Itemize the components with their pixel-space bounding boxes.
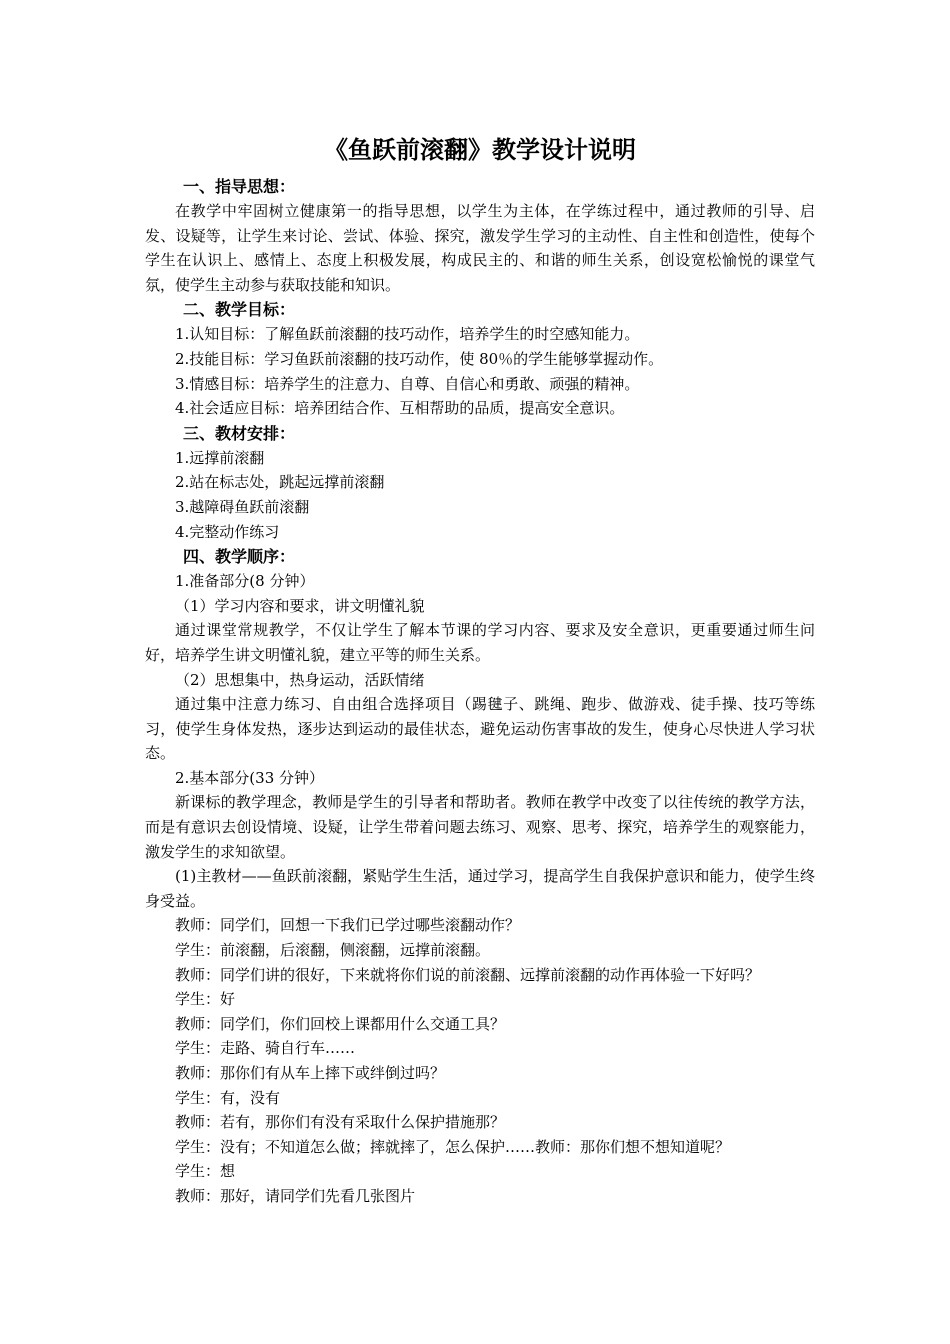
paragraph-basic: 新课标的教学理念，教师是学生的引导者和帮助者。教师在教学中改变了以往传统的教学方法，而是有意识去创设情境、设疑，让学生带着问题去练习、观察、思考、探究，培养学生的观察能力，激发学生的求知欲望。 [145,793,815,861]
dialogue-line: 教师：同学们讲的很好，下来就将你们说的前滚翻、远撑前滚翻的动作再体验一下好吗？ [175,965,761,984]
subsection-title-preparation: 1.准备部分(8 分钟） [175,572,315,591]
document-title: 《鱼跃前滚翻》教学设计说明 [324,136,636,164]
section-heading-material-arrangement: 三、教材安排： [183,423,296,443]
document-body [145,130,815,1209]
dialogue-line: 学生：没有；不知道怎么做；摔就摔了，怎么保护……教师：那你们想不想知道呢？ [175,1137,731,1156]
material-item: 4.完整动作练习 [175,522,280,541]
subsection-item-etiquette: （1）学习内容和要求，讲文明懂礼貌 [175,596,425,615]
subsection-item-warmup: （2）思想集中，热身运动，活跃情绪 [175,670,425,689]
goal-item-social: 4.社会适应目标：培养团结合作、互相帮助的品质，提高安全意识。 [175,399,625,418]
dialogue-line: 教师：那好，请同学们先看几张图片 [175,1186,416,1205]
section-heading-teaching-sequence: 四、教学顺序： [183,547,296,567]
dialogue-line: 学生：走路、骑自行车…… [175,1039,356,1058]
material-item: 1.远撑前滚翻 [175,448,265,467]
dialogue-line: 教师：同学们，回想一下我们已学过哪些滚翻动作？ [175,916,521,935]
goal-item-skill: 2.技能目标：学习鱼跃前滚翻的技巧动作，使 80％的学生能够掌握动作。 [175,349,664,368]
material-item: 2.站在标志处，跳起远撑前滚翻 [175,473,385,492]
dialogue-line: 教师：同学们，你们回校上课都用什么交通工具？ [175,1014,506,1033]
dialogue-line: 学生：好 [175,990,236,1009]
dialogue-line: 教师：若有，那你们有没有采取什么保护措施那？ [175,1113,506,1132]
paragraph-warmup: 通过集中注意力练习、自由组合选择项目（踢毽子、跳绳、跑步、做游戏、徒手操、技巧等练习，使学生身体发热，逐步达到运动的最佳状态，避免运动伤害事故的发生，使身心尽快进人学习状态。 [145,695,815,763]
goal-item-emotion: 3.情感目标：培养学生的注意力、自尊、自信心和勇敢、顽强的精神。 [175,374,640,393]
paragraph-etiquette: 通过课堂常规教学，不仅让学生了解本节课的学习内容、要求及安全意识，更重要通过师生问好，培养学生讲文明懂礼貌，建立平等的师生关系。 [145,621,815,664]
goal-item-cognitive: 1.认知目标：了解鱼跃前滚翻的技巧动作，培养学生的时空感知能力。 [175,325,640,344]
section-heading-guiding-thought: 一、指导思想： [183,177,296,196]
dialogue-line: 学生：有，没有 [175,1088,281,1107]
subsection-title-basic: 2.基本部分(33 分钟） [175,768,325,787]
dialogue-line: 学生：前滚翻，后滚翻，侧滚翻，远撑前滚翻。 [175,941,491,960]
dialogue-line: 教师：那你们有从车上摔下或绊倒过吗？ [175,1064,446,1082]
paragraph-guiding-thought: 在教学中牢固树立健康第一的指导思想，以学生为主体，在学练过程中，通过教师的引导、启发、设疑等，让学生来讨论、尝试、体验、探究，激发学生学习的主动性、自主性和创造性，使每个学生在认识上、感情上、态度上积极发展，构成民主的、和谐的师生关系，创设宽松愉悦的课堂气氛，使学生主动参与获取技能和知识。 [145,202,815,294]
paragraph-main-material: (1)主教材——鱼跃前滚翻，紧贴学生生活，通过学习，提高学生自我保护意识和能力，使学生终身受益。 [145,867,815,910]
section-heading-teaching-goals: 二、教学目标： [183,300,296,320]
dialogue-line: 学生：想 [175,1162,236,1181]
material-item: 3.越障碍鱼跃前滚翻 [175,497,310,516]
